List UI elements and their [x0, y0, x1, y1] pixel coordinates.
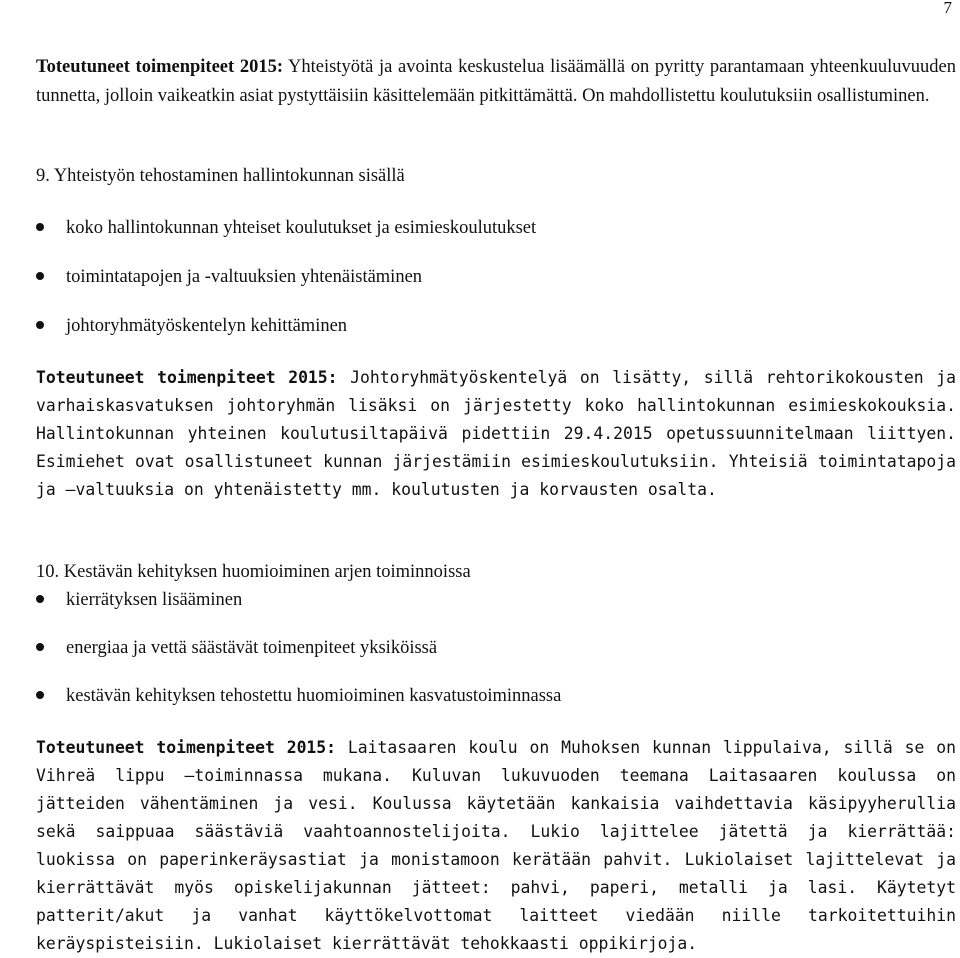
bullet-text: kestävän kehityksen tehostettu huomioiminen kasvatustoiminnassa	[66, 686, 562, 706]
bullet-icon	[36, 321, 44, 329]
bullet-text: energiaa ja vettä säästävät toimenpiteet yksiköissä	[66, 638, 438, 658]
section9-bullet-2	[36, 267, 422, 288]
bullet-text: johtoryhmätyöskentelyn kehittäminen	[66, 316, 348, 336]
section9-heading: 9. Yhteistyön tehostaminen hallintokunnan sisällä	[36, 166, 405, 186]
block1-paragraph	[36, 53, 956, 110]
section9-bullet-1	[36, 218, 536, 239]
bullet-icon	[36, 272, 44, 280]
bullet-icon	[36, 223, 44, 231]
section10-result-bold: Toteutuneet toimenpiteet 2015:	[36, 738, 337, 757]
block1-text: Yhteistyötä ja avointa keskustelua lisäämällä on pyritty parantamaan yhteenkuuluvuuden tunnetta, jolloin vaikeatkin asiat pystyttäisiin käsittelemään pitkittämättä. On mahdollistettu koulutuksiin osallistuminen.	[36, 57, 956, 106]
section10-bullet-2	[36, 638, 437, 659]
bullet-text: kierrätyksen lisääminen	[66, 590, 243, 610]
section9-bullet-3	[36, 316, 347, 337]
bullet-text: toimintatapojen ja -valtuuksien yhtenäistäminen	[66, 267, 423, 287]
bullet-icon	[36, 691, 44, 699]
section10-heading: 10. Kestävän kehityksen huomioiminen arjen toiminnoissa	[36, 562, 471, 582]
section10-bullet-3	[36, 686, 561, 707]
bullet-icon	[36, 595, 44, 603]
bullet-text: koko hallintokunnan yhteiset koulutukset ja esimieskoulutukset	[66, 218, 537, 238]
section10-bullet-1	[36, 590, 242, 611]
section9-result-text: Johtoryhmätyöskentelyä on lisätty, sillä rehtorikokousten ja varhaiskasvatuksen johtoryhmän lisäksi on järjestetty koko hallintokunnan esimieskokouksia. Hallintokunnan yhteinen koulutusiltapäivä pidettiin 29.4.2015 opetussuunnitelmaan liittyen. Esimiehet ovat osallistuneet kunnan järjestämiin esimieskoulutuksiin. Yhteisiä toimintatapoja ja –valtuuksia on yhtenäistetty mm. koulutusten ja korvausten osalta.	[36, 368, 956, 499]
bullet-icon	[36, 643, 44, 651]
section10-result-paragraph	[36, 734, 956, 958]
block1-bold: Toteutuneet toimenpiteet 2015:	[36, 57, 284, 77]
section10-result-text: Laitasaaren koulu on Muhoksen kunnan lippulaiva, sillä se on Vihreä lippu –toiminnassa mukana. Kuluvan lukuvuoden teemana Laitasaaren koulussa on jätteiden vähentäminen ja vesi. Koulussa käytetään kankaisia vaihdettavia käsipyyherullia sekä saippuaa säästäviä vaahtoannostelijoita. Lukio lajittelee jätettä ja kierrättää: luokissa on paperinkeräysastiat ja monistamoon kerätään pahvit. Lukiolaiset lajittelevat ja kierrättävät myös opiskelijakunnan jätteet: pahvi, paperi, metalli ja lasi. Käytetyt patterit/akut ja vanhat käyttökelvottomat laitteet viedään niille tarkoitettuihin keräyspisteisiin. Lukiolaiset kierrättävät tehokkaasti oppikirjoja.	[36, 738, 956, 953]
page-number: 7	[943, 0, 952, 17]
section9-result-paragraph	[36, 364, 956, 504]
section9-result-bold: Toteutuneet toimenpiteet 2015:	[36, 368, 338, 387]
